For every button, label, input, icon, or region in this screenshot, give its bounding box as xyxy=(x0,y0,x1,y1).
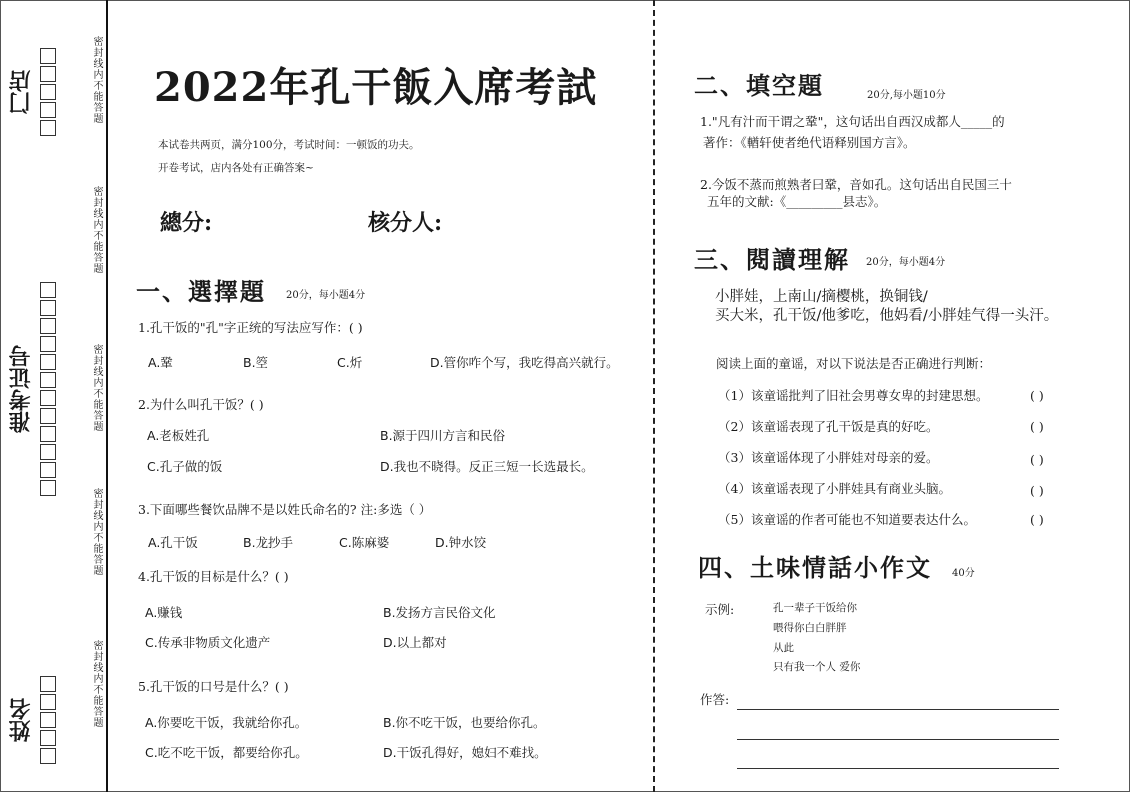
nursery-rhyme: 小胖娃，上南山/摘樱桃，换铜钱/ xyxy=(715,289,928,305)
section-score: 40分 xyxy=(952,568,975,579)
nursery-rhyme: 买大米，孔干饭/他爹吃，他妈看/小胖娃气得一头汗。 xyxy=(715,308,1059,324)
fold-line xyxy=(653,0,655,792)
option[interactable]: B.你不吃干饭，也要给你孔。 xyxy=(383,715,546,730)
answer-line[interactable] xyxy=(737,709,1059,710)
option[interactable]: C.吃不吃干饭，都要给你孔。 xyxy=(145,745,308,760)
judgment-item: （2）该童谣表现了孔干饭是真的好吃。 xyxy=(718,419,939,434)
judgment-item: （3）该童谣体现了小胖娃对母亲的爱。 xyxy=(718,450,939,465)
option[interactable]: A.鞏 xyxy=(148,355,173,370)
seal-text: 密封线内不能答题 xyxy=(91,640,102,728)
example-line: 喂得你白白胖胖 xyxy=(773,622,847,634)
option[interactable]: A.老板姓孔 xyxy=(147,428,210,443)
option[interactable]: C.炘 xyxy=(337,355,363,370)
option[interactable]: B.龙抄手 xyxy=(243,535,294,550)
section-title: 四、土味情話小作文 xyxy=(698,553,932,582)
fill-question: 五年的文献:《_________县志》。 xyxy=(707,194,887,209)
fill-question: 著作：《輶轩使者绝代语释别国方言》。 xyxy=(703,135,916,150)
option[interactable]: A.孔干饭 xyxy=(148,535,198,550)
judgment-item: （5）该童谣的作者可能也不知道要表达什么。 xyxy=(718,512,976,527)
margin-line xyxy=(106,0,108,792)
option[interactable]: D.钟水饺 xyxy=(435,535,487,550)
question: 3.下面哪些餐饮品牌不是以姓氏命名的? 注:多选（ ） xyxy=(138,502,432,517)
name-boxes[interactable] xyxy=(40,676,56,764)
seal-text: 密封线内不能答题 xyxy=(91,36,102,124)
answer-label: 作答: xyxy=(700,692,730,707)
reading-prompt: 阅读上面的童谣，对以下说法是否正确进行判断： xyxy=(716,356,992,371)
option[interactable]: A.赚钱 xyxy=(145,605,183,620)
example-label: 示例: xyxy=(705,602,735,617)
option[interactable]: B.源于四川方言和民俗 xyxy=(380,428,506,443)
answer-paren[interactable]: ( ) xyxy=(1030,512,1044,527)
example-line: 从此 xyxy=(773,642,794,654)
option[interactable]: D.我也不晓得。反正三短一长选最长。 xyxy=(380,459,594,474)
option[interactable]: C.传承非物质文化遗产 xyxy=(145,635,271,650)
question: 5.孔干饭的口号是什么？( ) xyxy=(138,679,289,694)
exam-note: 本试卷共两页，满分100分，考试时间：一顿饭的功夫。 xyxy=(158,139,420,151)
answer-line[interactable] xyxy=(737,768,1059,769)
section-title: 三、閱讀理解 xyxy=(694,245,850,274)
exam-id-boxes[interactable] xyxy=(40,282,56,496)
option[interactable]: A.你要吃干饭，我就给你孔。 xyxy=(145,715,308,730)
option[interactable]: B.发扬方言民俗文化 xyxy=(383,605,496,620)
seal-text: 密封线内不能答题 xyxy=(91,488,102,576)
checker-label: 核分人: xyxy=(368,210,443,236)
judgment-item: （4）该童谣表现了小胖娃具有商业头脑。 xyxy=(718,481,951,496)
section-title: 一、選擇題 xyxy=(136,277,266,306)
option[interactable]: D.干饭孔得好，媳妇不难找。 xyxy=(383,745,547,760)
exam-id-label: 准考证号 xyxy=(9,345,34,433)
question: 1.孔干饭的"孔"字正统的写法应写作：( ) xyxy=(138,320,363,335)
answer-line[interactable] xyxy=(737,739,1059,740)
section-score: 20分,每小题10分 xyxy=(867,90,946,101)
section-title: 二、填空題 xyxy=(694,71,824,100)
section-score: 20分，每小题4分 xyxy=(866,257,946,268)
judgment-item: （1）该童谣批判了旧社会男尊女卑的封建思想。 xyxy=(718,388,989,403)
option[interactable]: D.以上都对 xyxy=(383,635,447,650)
seal-text: 密封线内不能答题 xyxy=(91,344,102,432)
example-line: 孔一辈子干饭给你 xyxy=(773,602,857,614)
example-line: 只有我一个人 爱你 xyxy=(773,661,861,673)
fill-question: 2.今饭不蒸而煎熟者曰鞏，音如孔。这句话出自民国三十 xyxy=(700,177,1012,192)
question: 2.为什么叫孔干饭？( ) xyxy=(138,397,264,412)
total-score-label: 總分: xyxy=(160,210,213,236)
answer-paren[interactable]: ( ) xyxy=(1030,452,1044,467)
fill-question: 1."凡有汁而干谓之鞏"，这句话出自西汉成都人_____的 xyxy=(700,114,1005,129)
exam-note: 开卷考试，店内各处有正确答案~ xyxy=(158,162,314,174)
answer-paren[interactable]: ( ) xyxy=(1030,483,1044,498)
option[interactable]: D.管你咋个写，我吃得高兴就行。 xyxy=(430,355,619,370)
question: 4.孔干饭的目标是什么？( ) xyxy=(138,569,289,584)
answer-paren[interactable]: ( ) xyxy=(1030,388,1044,403)
option[interactable]: C.陈麻婆 xyxy=(339,535,390,550)
seal-text: 密封线内不能答题 xyxy=(91,186,102,274)
store-label: 门店 xyxy=(9,70,34,114)
exam-title: 2022年孔干飯入席考試 xyxy=(154,64,598,111)
option[interactable]: C.孔子做的饭 xyxy=(147,459,223,474)
option[interactable]: B.箜 xyxy=(243,355,269,370)
answer-paren[interactable]: ( ) xyxy=(1030,419,1044,434)
store-boxes[interactable] xyxy=(40,48,56,136)
name-label: 姓名 xyxy=(9,698,34,742)
section-score: 20分，每小题4分 xyxy=(286,290,366,301)
